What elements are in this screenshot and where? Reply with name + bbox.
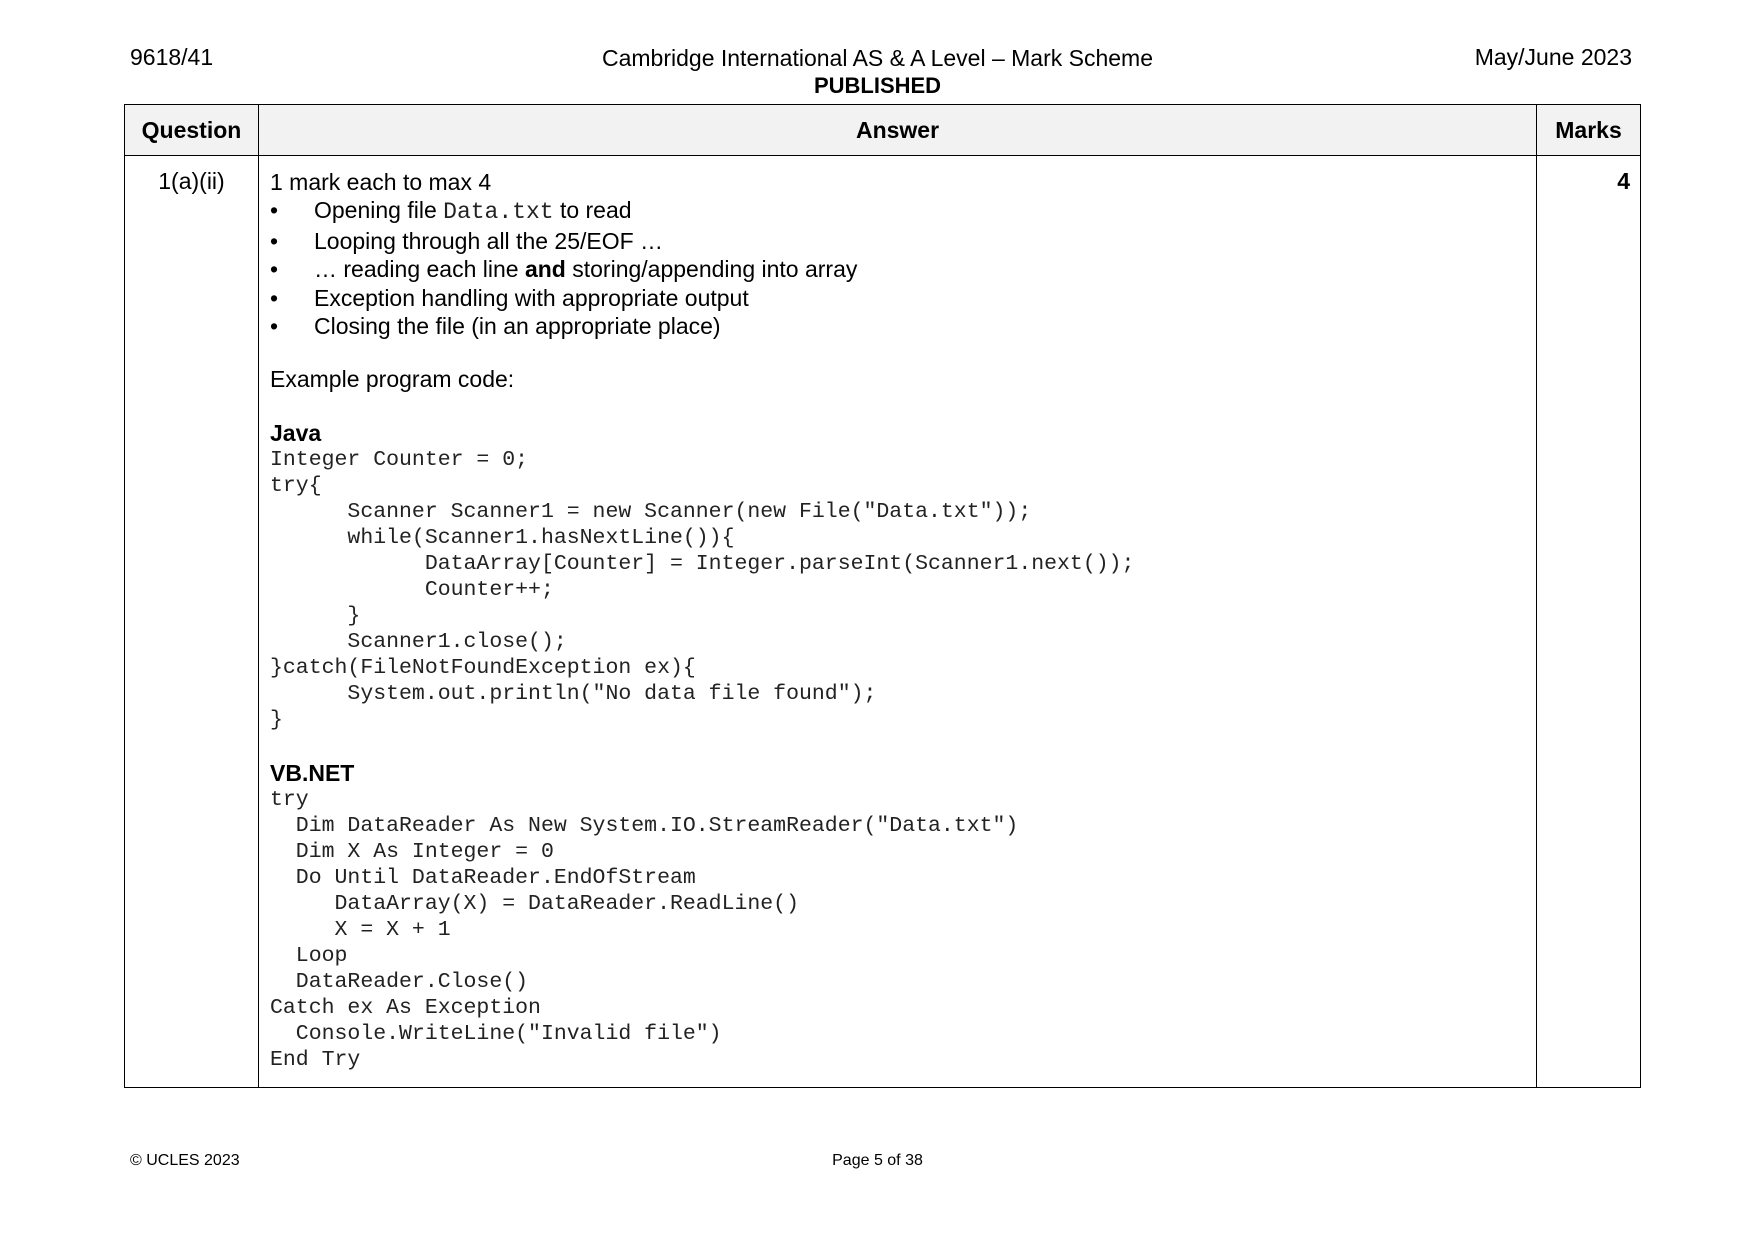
list-item: • Looping through all the 25/EOF … — [270, 227, 1526, 256]
table-header-row — [125, 105, 1641, 156]
bullet-text: storing/appending into array — [565, 256, 858, 282]
vbnet-code-block: try Dim DataReader As New System.IO.StreamReader("Data.txt") Dim X As Integer = 0 Do Until DataReader.EndOfStream DataArray(X) = DataReader.ReadLine() X = X + 1 Loop DataReader.Close() Catch ex As Exception Console.WriteLine("Invalid file") End Try — [270, 787, 1019, 1072]
inline-code-filename: Data.txt — [443, 199, 554, 225]
spacer — [270, 733, 1526, 757]
list-item — [270, 255, 1526, 284]
table-row — [125, 156, 1641, 1088]
published-label: PUBLISHED — [813, 73, 942, 98]
question-column-header: Question — [125, 105, 259, 156]
page-number: Page 5 of 38 — [832, 1152, 923, 1169]
list-item: • Exception handling with appropriate output — [270, 284, 1526, 313]
document-title: Cambridge International AS & A Level – Mark Scheme — [601, 45, 1154, 71]
bullet-text: … reading each line — [314, 256, 525, 282]
question-number: 1(a)(ii) — [125, 156, 259, 1088]
java-heading: Java — [270, 419, 322, 446]
mark-scheme-table — [124, 104, 1641, 1088]
bold-keyword: and — [524, 256, 566, 282]
list-item — [270, 196, 1526, 227]
vbnet-heading: VB.NET — [270, 759, 355, 786]
exam-session: May/June 2023 — [1474, 44, 1632, 70]
mark-allocation-intro: 1 mark each to max 4 — [270, 169, 492, 195]
spacer — [270, 341, 1526, 365]
marks-value: 4 — [1537, 156, 1641, 1088]
answer-column-header: Answer — [259, 105, 1537, 156]
marking-points-list — [270, 196, 1526, 341]
list-item: • Closing the file (in an appropriate place) — [270, 312, 1526, 341]
java-code-block: Integer Counter = 0; try{ Scanner Scanner1 = new Scanner(new File("Data.txt")); while(Scanner1.hasNextLine()){ DataArray[Counter] = Integer.parseInt(Scanner1.next()); Counter++; } Scanner1.close(); }catch(FileNotFoundException ex){ System.out.println("No data file found"); } — [270, 447, 1135, 732]
example-label: Example program code: — [270, 365, 515, 392]
bullet-text: to read — [553, 197, 632, 223]
spacer — [270, 393, 1526, 417]
bullet-text: Opening file — [314, 197, 444, 223]
marks-column-header: Marks — [1537, 105, 1641, 156]
paper-code: 9618/41 — [130, 44, 214, 70]
answer-cell — [259, 156, 1537, 1088]
copyright-notice: © UCLES 2023 — [130, 1152, 240, 1169]
